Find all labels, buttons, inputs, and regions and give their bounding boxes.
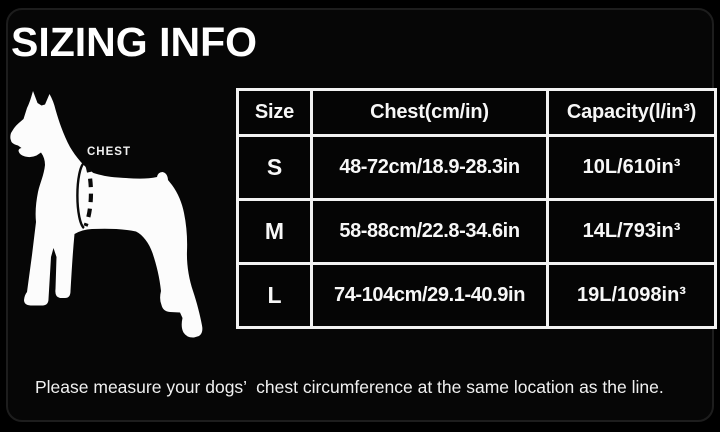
table-header-row bbox=[238, 90, 716, 136]
page-title: SIZING INFO bbox=[11, 19, 257, 65]
capacity-cell: 19L/1098in³ bbox=[548, 264, 716, 328]
capacity-cell: 14L/793in³ bbox=[548, 200, 716, 264]
col-header-chest: Chest(cm/in) bbox=[312, 90, 548, 136]
measurement-note: Please measure your dogs’ chest circumference at the same location as the line. bbox=[35, 377, 664, 397]
size-cell: M bbox=[238, 200, 312, 264]
dog-measurement-diagram bbox=[10, 85, 230, 355]
capacity-cell: 10L/610in³ bbox=[548, 136, 716, 200]
chest-cell: 58-88cm/22.8-34.6in bbox=[312, 200, 548, 264]
chest-label: CHEST bbox=[87, 146, 131, 158]
table-row-small bbox=[238, 136, 716, 200]
chest-cell: 74-104cm/29.1-40.9in bbox=[312, 264, 548, 328]
table-row-medium bbox=[238, 200, 716, 264]
col-header-size: Size bbox=[238, 90, 312, 136]
dog-silhouette-icon bbox=[10, 85, 230, 355]
sizing-table bbox=[236, 88, 717, 329]
col-header-capacity: Capacity(l/in³) bbox=[548, 90, 716, 136]
size-cell: L bbox=[238, 264, 312, 328]
chest-cell: 48-72cm/18.9-28.3in bbox=[312, 136, 548, 200]
size-cell: S bbox=[238, 136, 312, 200]
table-row-large bbox=[238, 264, 716, 328]
